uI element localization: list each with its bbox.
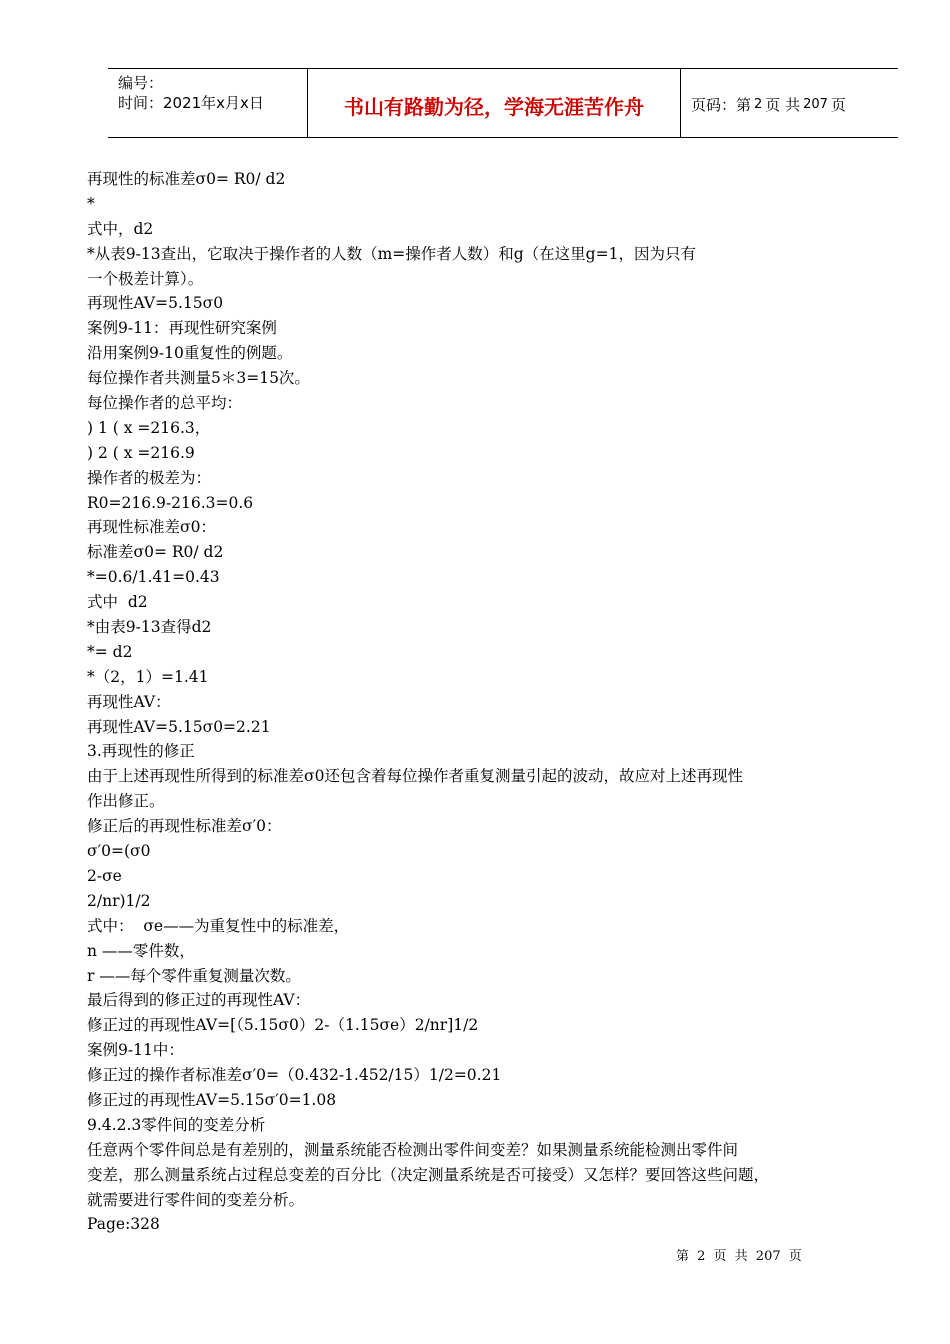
text-line: 修正过的再现性AV=[（5.15σ0）2-（1.15σe）2/nr]1/2 [87, 1016, 479, 1035]
text-line: *由表9-13查得d2 [87, 618, 212, 637]
text-line: r ——每个零件重复测量次数。 [87, 966, 301, 985]
text-line: 式中，d2 [87, 219, 154, 238]
text-line: 变差，那么测量系统占过程总变差的百分比（决定测量系统是否可接受）又怎样？要回答这些问题， [87, 1165, 770, 1184]
text-line: 2-σe [87, 866, 122, 885]
text-line: 修正过的再现性AV=5.15σ′0=1.08 [87, 1090, 337, 1109]
page-suffix: 页 [830, 95, 846, 114]
page-prefix: 页码：第 [691, 95, 752, 114]
text-line: 9.4.2.3零件间的变差分析 [87, 1115, 266, 1134]
header-meta [108, 69, 308, 137]
text-line: 式中： σe——为重复性中的标准差， [87, 916, 350, 935]
text-line: 沿用案例9-10重复性的例题。 [87, 344, 293, 363]
text-line: 案例9-11：再现性研究案例 [87, 319, 277, 338]
text-line: 再现性AV=5.15σ0=2.21 [87, 717, 271, 736]
text-line: 3.再现性的修正 [87, 742, 195, 761]
text-line: R0=216.9-216.3=0.6 [87, 493, 254, 512]
text-line: 修正过的操作者标准差σ′0=（0.432-1.452/15）1/2=0.21 [87, 1066, 502, 1085]
text-line: Page:328 [87, 1215, 160, 1234]
text-line: 式中 d2 [87, 593, 148, 612]
text-line: ) 1 ( x =216.3， [87, 418, 211, 437]
text-line: * [87, 194, 95, 213]
text-line: 再现性AV=5.15σ0 [87, 294, 224, 313]
header-motto: 书山有路勤为径，学海无涯苦作舟 [308, 69, 681, 137]
text-line: 修正后的再现性标准差σ′0： [87, 817, 282, 836]
text-line: 操作者的极差为： [87, 468, 212, 487]
serial-label: 编号： [118, 74, 164, 92]
page-total: 207 [803, 96, 828, 112]
text-line: 一个极差计算）。 [87, 269, 204, 288]
header-page-info [681, 69, 898, 137]
page-footer: 第 2 页 共 207 页 [676, 1249, 802, 1264]
date-label: 时间：2021年x月x日 [118, 94, 264, 112]
text-line: σ′0=(σ0 [87, 842, 151, 861]
text-line: 任意两个零件间总是有差别的，测量系统能否检测出零件间变差？如果测量系统能检测出零件间 [87, 1140, 739, 1159]
document-body [87, 167, 847, 1237]
text-line: *=0.6/1.41=0.43 [87, 568, 220, 587]
text-line: 再现性的标准差σ0= R0/ d2 [87, 170, 286, 188]
text-line: 再现性AV： [87, 692, 171, 711]
text-line: ) 2 ( x =216.9 [87, 443, 195, 462]
text-line: 就需要进行零件间的变差分析。 [87, 1190, 305, 1209]
text-line: 标准差σ0= R0/ d2 [87, 543, 224, 562]
text-line: *（2，1）=1.41 [87, 667, 209, 686]
text-line: 每位操作者共测量5＊3=15次。 [87, 369, 310, 388]
page-header [108, 68, 898, 138]
text-line: 由于上述再现性所得到的标准差σ0还包含着每位操作者重复测量引起的波动，故应对上述再现性 [87, 767, 743, 786]
page-current: 2 [754, 96, 763, 112]
text-line: 作出修正。 [87, 792, 165, 811]
text-line: 最后得到的修正过的再现性AV： [87, 991, 311, 1010]
text-line: 案例9-11中： [87, 1041, 184, 1060]
text-line: *从表9-13查出，它取决于操作者的人数（m=操作者人数）和g（在这里g=1，因为只有 [87, 244, 696, 263]
text-line: *= d2 [87, 642, 133, 661]
page-mid: 页 共 [765, 95, 801, 114]
text-line: n ——零件数， [87, 941, 195, 960]
text-line: 每位操作者的总平均： [87, 394, 243, 413]
text-line: 2/nr)1/2 [87, 891, 151, 910]
text-line: 再现性标准差σ0： [87, 518, 216, 537]
